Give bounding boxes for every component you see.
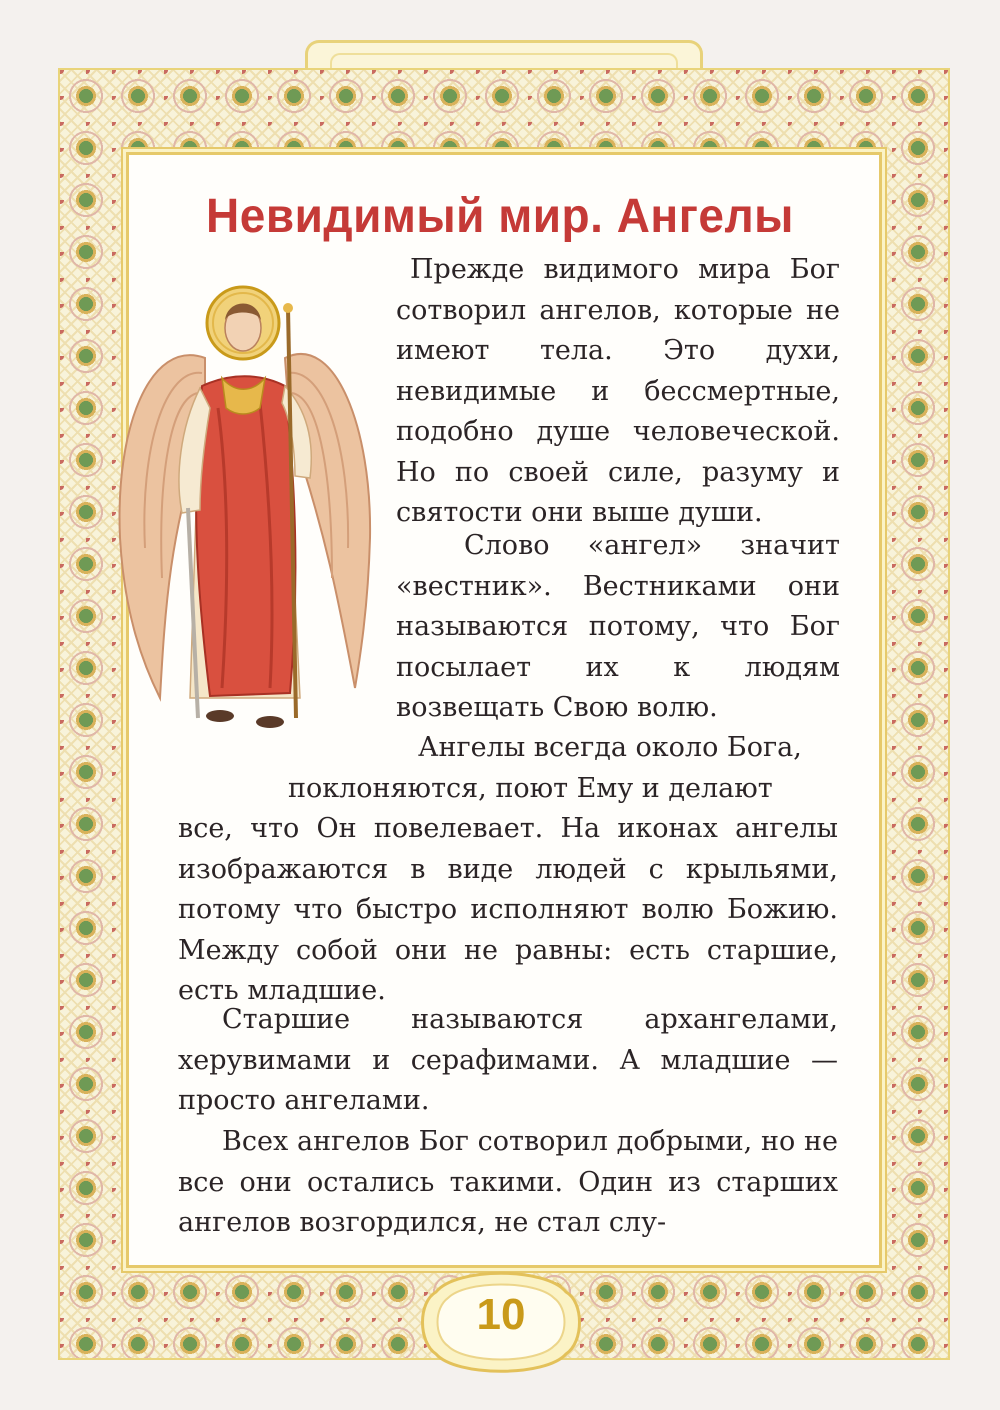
paragraph-1: Прежде видимого мира Бог сотворил ангелов, которые не имеют тела. Это духи, невидимые и бессмертные, подобно душе человеческой. Но по своей силе, разуму и святости они выше души. [396, 254, 840, 528]
paragraph-3 [178, 728, 838, 1012]
paragraph-5: Всех ангелов Бог сотворил добрыми, но не все они остались такими. Один из старших ангелов возгордился, не стал слу- [178, 1126, 838, 1238]
paragraph-3-rest: все, что Он повелевает. На иконах ангелы изображаются в виде людей с крыльями, потому что быстро исполняют волю Божию. Между собой они не равны: есть старшие, есть младшие. [178, 813, 838, 1006]
page-number: 10 [476, 1290, 526, 1339]
page-title: Невидимый мир. Ангелы [206, 187, 794, 243]
paragraph-3-line-2: поклоняются, поют Ему и делают [288, 772, 773, 804]
paragraph-2: Слово «ангел» значит «вестник». Вестниками они называются потому, что Бог посылает их к людям возвещать Свою волю. [396, 530, 840, 723]
archangel-icon [110, 278, 380, 740]
paragraph-3-line-1: Ангелы всегда около Бога, [418, 732, 802, 763]
paragraph-4: Старшие называются архангелами, херувимами и серафимами. А младшие — просто ангелами. [178, 1004, 838, 1116]
